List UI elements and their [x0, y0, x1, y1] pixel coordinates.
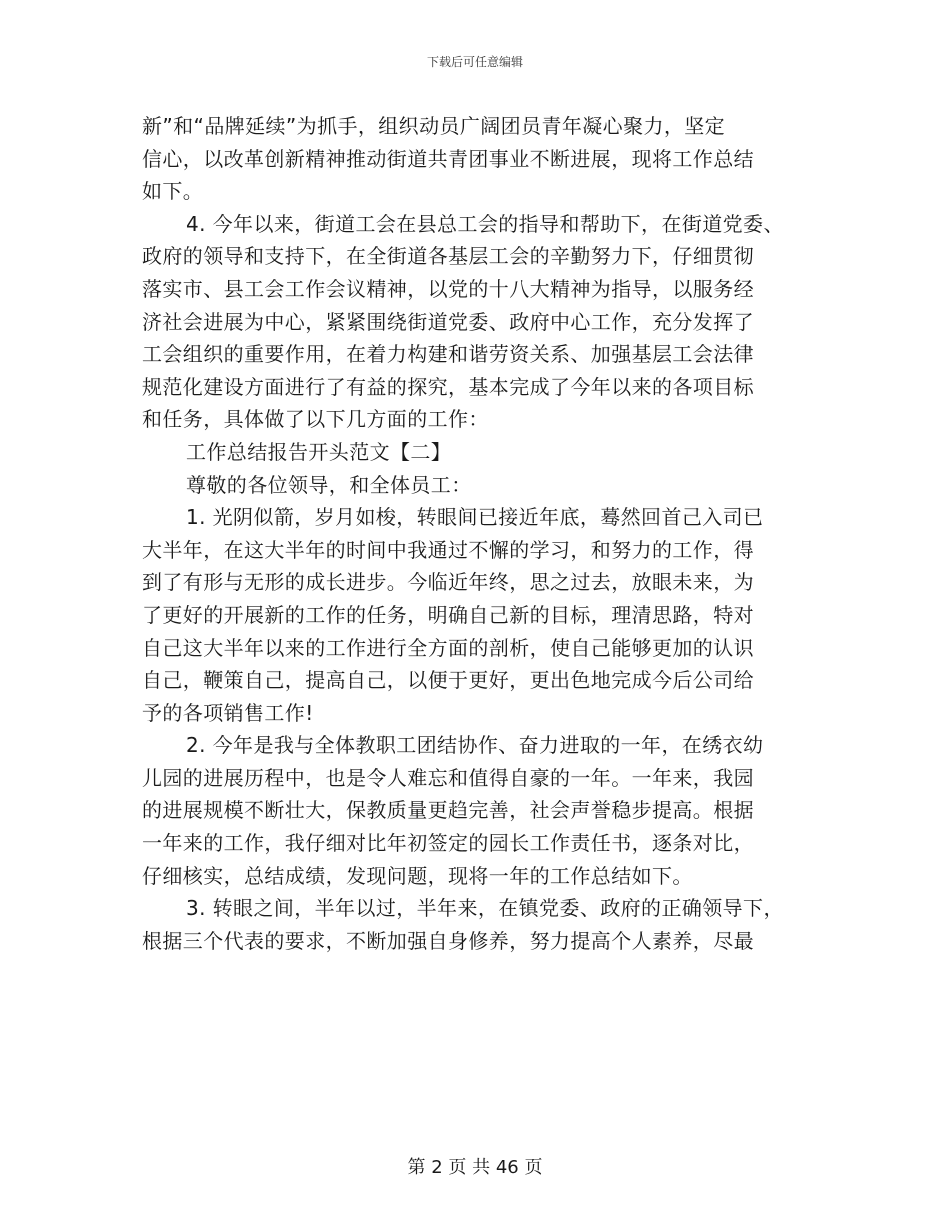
text-line: 予的各项销售工作!: [142, 700, 314, 725]
document-body: [142, 110, 822, 957]
text-line: 的进展规模不断壮大，保教质量更趋完善，社会声誉稳步提高。根据: [142, 798, 754, 823]
text-line: 了更好的开展新的工作的任务，明确自己新的目标，理清思路，特对: [142, 602, 754, 627]
text-line: 济社会进展为中心，紧紧围绕街道党委、政府中心工作，充分发挥了: [142, 309, 754, 334]
text-line: 规范化建设方面进行了有益的探究，基本完成了今年以来的各项目标: [142, 374, 754, 399]
text-line: 如下。: [142, 179, 204, 204]
text-line: 工作总结报告开头范文【二】: [186, 439, 452, 464]
text-line: 政府的领导和支持下，在全街道各基层工会的辛勤努力下，仔细贯彻: [142, 244, 754, 269]
text-line: 3. 转眼之间，半年以过，半年来，在镇党委、政府的正确领导下，: [186, 896, 784, 921]
text-line: 新”和“品牌延续”为抓手，组织动员广阔团员青年凝心聚力，坚定: [142, 114, 726, 138]
text-line: 信心，以改革创新精神推动街道共青团事业不断进展，现将工作总结: [142, 146, 754, 171]
text-line: 仔细核实，总结成绩，发现问题，现将一年的工作总结如下。: [142, 863, 693, 888]
text-line: 工会组织的重要作用，在着力构建和谐劳资关系、加强基层工会法律: [142, 342, 754, 367]
text-line: 4. 今年以来，街道工会在县总工会的指导和帮助下，在街道党委、: [186, 211, 784, 236]
text-line: 和任务，具体做了以下几方面的工作：: [142, 407, 489, 432]
text-line: 自己这大半年以来的工作进行全方面的剖析，使自己能够更加的认识: [142, 635, 754, 660]
text-line: 根据三个代表的要求，不断加强自身修养，努力提高个人素养，尽最: [142, 928, 754, 953]
text-line: 到了有形与无形的成长进步。今临近年终，思之过去，放眼未来，为: [142, 570, 754, 595]
text-line: 一年来的工作，我仔细对比年初签定的园长工作责任书，逐条对比，: [142, 831, 754, 856]
text-line: 1. 光阴似箭，岁月如梭，转眼间已接近年底，蓦然回首己入司已: [186, 505, 764, 530]
text-line: 尊敬的各位领导，和全体员工：: [186, 472, 472, 497]
text-line: 2. 今年是我与全体教职工团结协作、奋力进取的一年，在绣衣幼: [186, 733, 764, 758]
page-header: 下载后可任意编辑: [426, 55, 523, 69]
text-line: 大半年，在这大半年的时间中我通过不懈的学习，和努力的工作，得: [142, 537, 754, 562]
text-line: 儿园的进展历程中，也是令人难忘和值得自豪的一年。一年来，我园: [142, 765, 754, 790]
text-line: 落实市、县工会工作会议精神，以党的十八大精神为指导，以服务经: [142, 276, 754, 301]
text-line: 自己，鞭策自己，提高自己，以便于更好，更出色地完成今后公司给: [142, 668, 754, 693]
page-number-footer: 第 2 页 共 46 页: [407, 1157, 543, 1178]
